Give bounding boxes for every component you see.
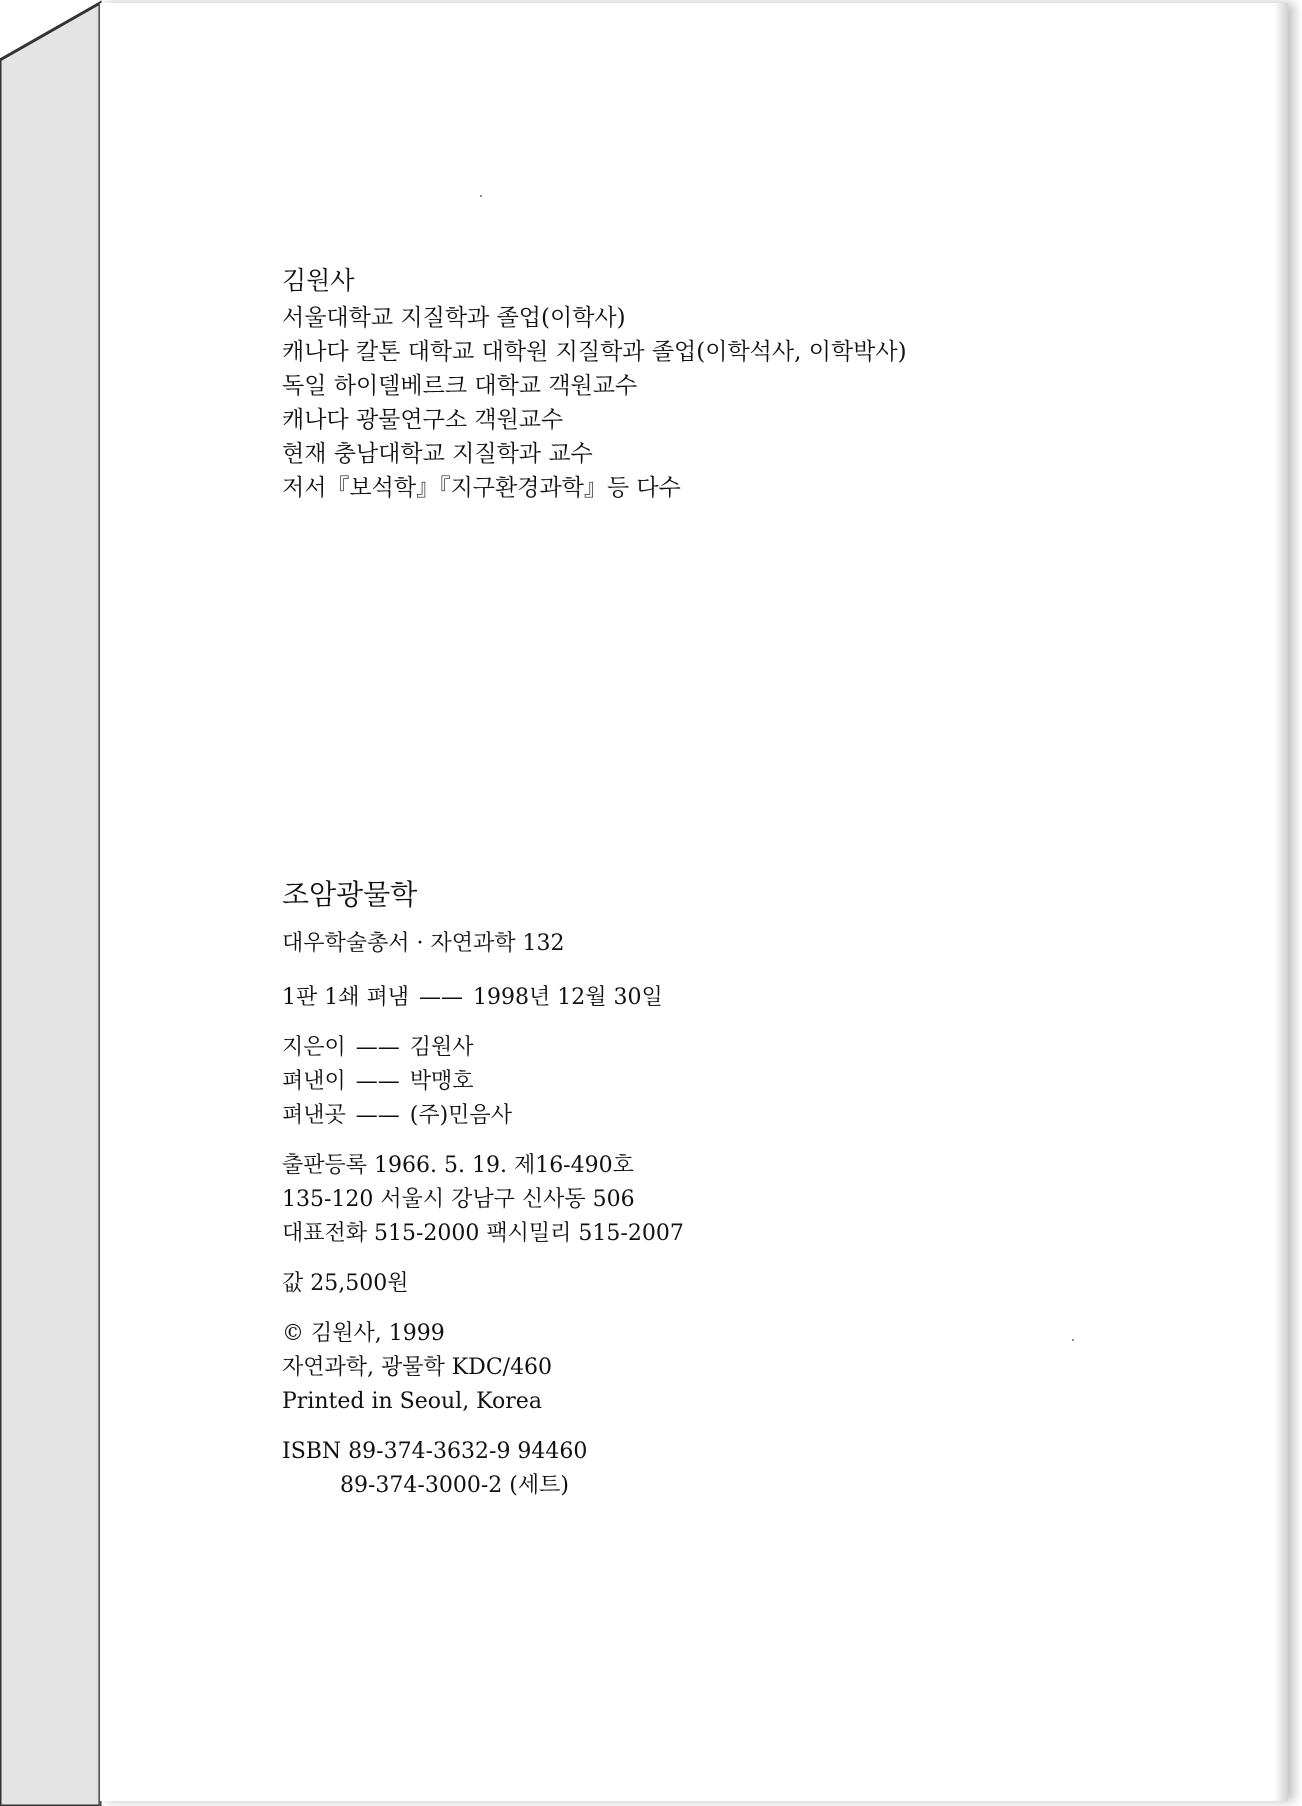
bio-line: 현재 충남대학교 지질학과 교수 [282, 441, 593, 467]
price-line: 값 25,500원 [282, 1271, 409, 1296]
address-line: 135-120 서울시 강남구 신사동 506 [282, 1187, 635, 1212]
page-sheet [100, 3, 1288, 1801]
colophon [282, 875, 684, 1503]
edition-label: 1판 1쇄 펴냄 [282, 985, 409, 1010]
scan-speck [480, 195, 482, 197]
book-spine [0, 0, 104, 1806]
series-line: 대우학술총서 · 자연과학 132 [282, 931, 565, 956]
phone-line: 대표전화 515-2000 팩시밀리 515-2007 [282, 1221, 684, 1246]
credit-label: 펴낸이 [282, 1069, 346, 1094]
credit-label: 펴낸곳 [282, 1103, 346, 1128]
credit-author [282, 1031, 684, 1065]
edition-line [282, 981, 684, 1015]
credit-dash: —— [355, 1069, 400, 1094]
bio-line: 캐나다 칼톤 대학교 대학원 지질학과 졸업(이학석사, 이학박사) [282, 339, 907, 365]
scan-speck [1072, 1339, 1074, 1341]
classification-line: 자연과학, 광물학 KDC/460 [282, 1355, 553, 1380]
bio-line: 저서『보석학』『지구환경과학』등 다수 [282, 475, 681, 501]
credit-value: 김원사 [409, 1035, 474, 1060]
page-edge-shadow [1274, 3, 1288, 1801]
copyright-line: © 김원사, 1999 [282, 1321, 445, 1346]
credit-value: 박맹호 [409, 1069, 474, 1094]
registration-line: 출판등록 1966. 5. 19. 제16-490호 [282, 1153, 634, 1178]
credit-dash: —— [355, 1103, 400, 1128]
edition-date: 1998년 12월 30일 [473, 985, 663, 1010]
credit-publisher [282, 1065, 684, 1099]
author-name: 김원사 [282, 266, 355, 295]
bio-line: 캐나다 광물연구소 객원교수 [282, 407, 564, 433]
credit-dash: —— [355, 1035, 400, 1060]
credit-label: 지은이 [282, 1035, 346, 1060]
isbn-set-line: 89-374-3000-2 (세트) [340, 1473, 569, 1498]
bio-line: 서울대학교 지질학과 졸업(이학사) [282, 305, 626, 331]
book-title: 조암광물학 [282, 878, 418, 911]
credit-company [282, 1099, 684, 1133]
edition-dash: —— [419, 985, 463, 1010]
author-bio [282, 263, 907, 505]
printed-line: Printed in Seoul, Korea [282, 1389, 542, 1414]
isbn-line: ISBN 89-374-3632-9 94460 [282, 1439, 588, 1464]
bio-line: 독일 하이델베르크 대학교 객원교수 [282, 373, 638, 399]
credit-value: (주)민음사 [409, 1103, 512, 1128]
